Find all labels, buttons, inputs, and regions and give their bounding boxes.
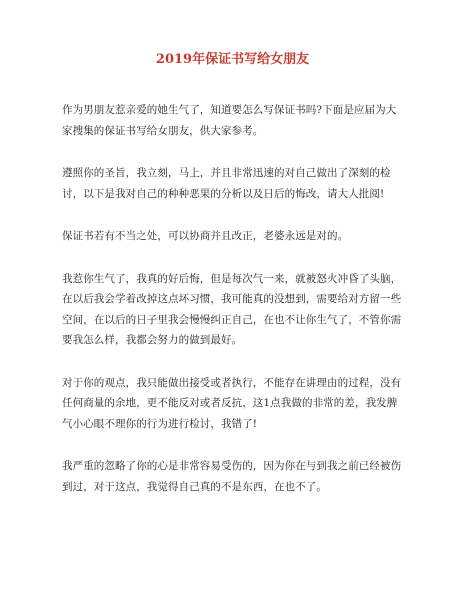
paragraph-5: 对于你的观点，我只能做出接受或者执行，不能存在讲理由的过程，没有任何商量的余地，更不能反对或者反抗，这1点我做的非常的差，我发脾气小心眼不理你的行为进行检讨，我错了! xyxy=(62,376,402,430)
paragraph-4: 我惹你生气了，我真的好后悔，但是每次气一来，就被怒火冲昏了头脑，在以后我会学着改掉这点坏习惯，我可能真的没想到，需要给对方留一些空间，在以后的日子里我会慢慢纠正自己，在也不让你生气了，不管你需要我怎么样，我都会努力的做到最好。 xyxy=(62,272,402,346)
paragraph-3: 保证书若有不当之处，可以协商并且改正，老婆永远是对的。 xyxy=(62,230,349,242)
paragraph-2: 遵照你的圣旨，我立刻，马上，并且非常迅速的对自己做出了深刻的检讨，以下是我对自己的种种恶果的分析以及日后的悔改，请大人批阅! xyxy=(62,167,391,200)
paragraph-6: 我严重的忽略了你的心是非常容易受伤的，因为你在与到我之前已经被伤到过，对于这点，我觉得自己真的不是东西，在也不了。 xyxy=(62,460,402,493)
paragraph-intro: 作为男朋友惹亲爱的她生气了，知道要怎么写保证书吗?下面是应届为大家搜集的保证书写给女朋友，供大家参考。 xyxy=(62,104,397,137)
document-title: 2019年保证书写给女朋友 xyxy=(155,52,310,67)
